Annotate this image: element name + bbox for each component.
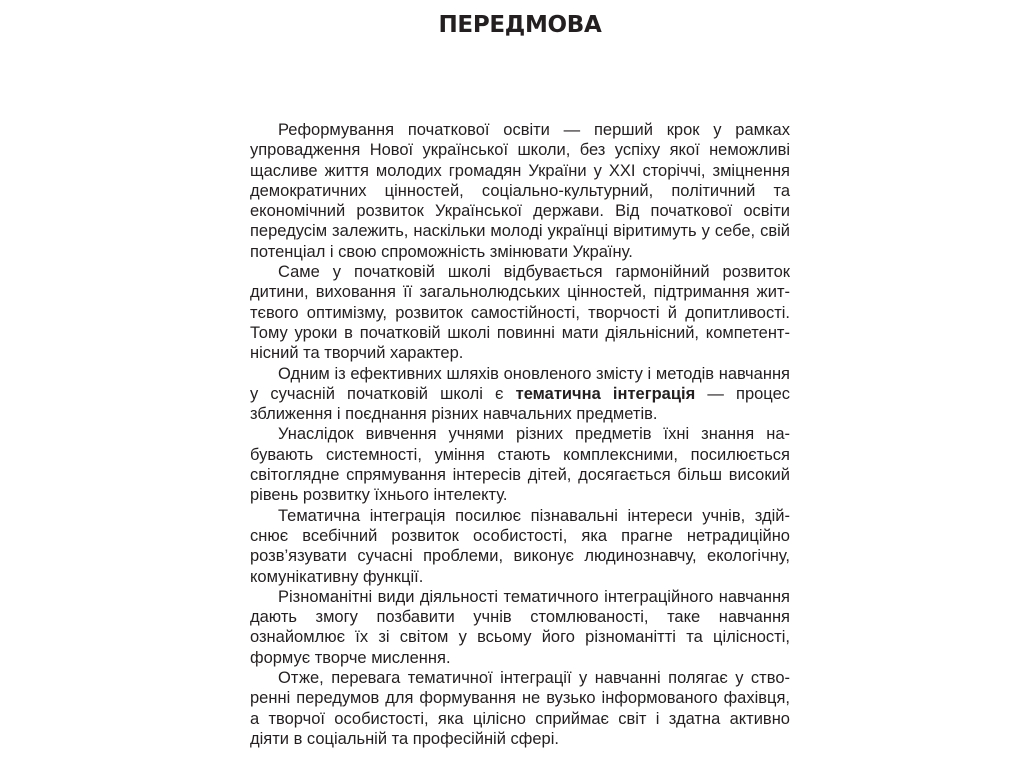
paragraph-7: [250, 668, 790, 749]
paragraph-2: [250, 262, 790, 363]
paragraph-1: [250, 120, 790, 262]
paragraph-text: Тематична інтеграція посилює пізнавальні інтереси учнів, здійснює всебічний розвиток особистості, яка прагне нетрадиційно розв’язувати сучасні проблеми, виконує людинознавчу, екологічну, комунікативну функції.: [250, 506, 790, 586]
paragraph-text: Унаслідок вивчення учнями різних предметів їхні знання набувають системності, уміння стають комплексними, посилюється світоглядне спрямування інтересів дітей, досягається більш високий рівень розвитку їхнього інтелекту.: [250, 425, 790, 505]
page-title: ПЕРЕДМОВА: [438, 12, 602, 38]
paragraph-4: [250, 424, 790, 505]
paragraph-text: — процес зближення і поєднання різних навчальних предметів.: [250, 384, 790, 424]
paragraph-text: Саме у початковій школі відбувається гармонійний розвиток дитини, виховання її загальнолюдських цінностей, підтримання життєвого оптимізму, розвиток самостійності, творчості й допитливості. Тому уроки в початковій школі повинні мати діяльнісний, компетентнісний та творчий характер.: [250, 263, 790, 363]
emphasis-term: тематична інтеграція: [515, 384, 696, 403]
paragraph-text: Реформування початкової освіти — перший крок у рамках упровадження Нової української школи, без успіху якої неможливі щасливе життя молодих громадян України у XXI сторіччі, зміцнення демократичних цінностей, соціально-культурний, політичний та економічний розвиток Української держави. Від початкової освіти передусім залежить, наскільки молоді українці віритимуть у себе, свій потенціал і свою спроможність змінювати Україну.: [250, 121, 790, 261]
paragraph-6: [250, 587, 790, 668]
paragraph-text: Одним із ефективних шляхів оновленого змісту і методів навчання у сучасній початковій школі є: [250, 364, 790, 403]
paragraph-3: [250, 364, 790, 425]
preface-body: [250, 120, 790, 749]
paragraph-5: [250, 506, 790, 587]
paragraph-text: Отже, перевага тематичної інтеграції у навчанні полягає у створенні передумов для формування не вузько інформованого фахівця, а творчої особистості, яка цілісно сприймає світ і здатна активно діяти в соціальній та професійній сфері.: [250, 669, 790, 748]
paragraph-text: Різноманітні види діяльності тематичного інтеграційного навчання дають змогу позбавити учнів стомлюваності, таке навчання ознайомлює їх зі світом у всьому його різноманітті та цілісності, формує творче мислення.: [250, 587, 790, 667]
